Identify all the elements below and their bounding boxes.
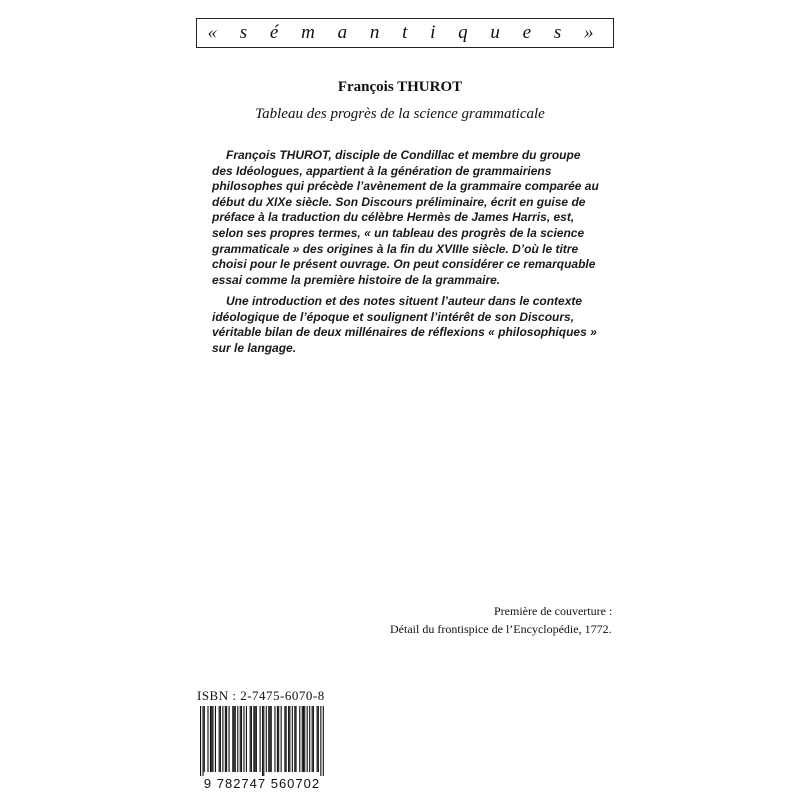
barcode-bar bbox=[266, 706, 267, 772]
description-line: choisi pour le présent ouvrage. On peut considérer ce remarquable bbox=[212, 257, 596, 272]
barcode-bar bbox=[278, 706, 279, 772]
barcode-bar bbox=[237, 706, 238, 772]
barcode-bar bbox=[292, 706, 293, 772]
barcode-bar bbox=[302, 706, 303, 772]
barcode-bar bbox=[256, 706, 257, 772]
barcode-bar bbox=[320, 706, 321, 780]
barcode-bar bbox=[246, 706, 247, 772]
barcode-bar bbox=[204, 706, 205, 772]
barcode-bar bbox=[202, 706, 203, 780]
barcode-bar bbox=[295, 706, 296, 772]
description-line: sur le langage. bbox=[212, 340, 297, 355]
barcode-bar bbox=[232, 706, 233, 772]
cover-credit-heading: Première de couverture : bbox=[494, 604, 613, 618]
barcode bbox=[198, 706, 326, 796]
barcode-bar bbox=[200, 706, 201, 780]
barcode-bar bbox=[262, 706, 263, 780]
barcode-bar bbox=[274, 706, 275, 772]
barcode-bar bbox=[220, 706, 221, 772]
barcode-bar bbox=[309, 706, 310, 772]
barcode-bar bbox=[225, 706, 226, 772]
isbn-label: ISBN : 2-7475-6070-8 bbox=[197, 688, 325, 703]
description-paragraph-2 bbox=[212, 294, 617, 356]
barcode-bar bbox=[226, 706, 227, 772]
barcode-bar bbox=[253, 706, 254, 772]
series-label: « s é m a n t i q u e s » bbox=[207, 22, 603, 43]
description-line: grammaticale » des origines à la fin du XVIIIe siècle. D’où le titre bbox=[212, 241, 579, 256]
barcode-bar bbox=[323, 706, 324, 780]
description-paragraph-1 bbox=[212, 148, 617, 288]
description-line: début du XIXe siècle. Son Discours préliminaire, écrit en guise de bbox=[212, 194, 586, 209]
barcode-bar bbox=[243, 706, 244, 772]
series-banner bbox=[196, 18, 614, 48]
barcode-bar bbox=[235, 706, 236, 772]
barcode-bar bbox=[317, 706, 318, 772]
barcode-bar bbox=[219, 706, 220, 772]
barcode-bar bbox=[263, 706, 264, 780]
barcode-bar bbox=[312, 706, 313, 772]
barcode-bars bbox=[198, 706, 326, 780]
barcode-bar bbox=[215, 706, 216, 772]
barcode-bar bbox=[307, 706, 308, 772]
barcode-bar bbox=[271, 706, 272, 772]
barcode-bar bbox=[289, 706, 290, 772]
barcode-bar bbox=[241, 706, 242, 772]
barcode-bar bbox=[268, 706, 269, 772]
barcode-bar bbox=[211, 706, 212, 772]
book-title: Tableau des progrès de la science grammaticale bbox=[255, 106, 545, 122]
barcode-bar bbox=[250, 706, 251, 772]
barcode-bar bbox=[255, 706, 256, 772]
description-line: Une introduction et des notes situent l’auteur dans le contexte bbox=[226, 294, 583, 308]
barcode-bar bbox=[318, 706, 319, 772]
barcode-bar bbox=[303, 706, 304, 772]
barcode-bar bbox=[304, 706, 305, 772]
cover-credit bbox=[390, 602, 620, 638]
description-line: essai comme la première histoire de la grammaire. bbox=[212, 272, 501, 287]
author-name: François THUROT bbox=[337, 79, 463, 95]
barcode-digits: 9 782747 560702 bbox=[198, 776, 326, 791]
description-line: philosophes qui précède l’avènement de la grammaire comparée au bbox=[212, 179, 599, 194]
description-line: idéologique de l’époque et soulignent l’intérêt de son Discours, bbox=[212, 309, 575, 324]
description-line: véritable bilan de deux millénaires de réflexions « philosophiques » bbox=[212, 325, 597, 340]
barcode-bar bbox=[288, 706, 289, 772]
barcode-bar bbox=[269, 706, 270, 772]
cover-credit-text: Détail du frontispice de l’Encyclopédie, 1772. bbox=[390, 622, 612, 636]
barcode-bar bbox=[212, 706, 213, 772]
barcode-bar bbox=[229, 706, 230, 772]
barcode-bar bbox=[294, 706, 295, 772]
barcode-bar bbox=[210, 706, 211, 772]
barcode-bar bbox=[284, 706, 285, 772]
barcode-bar bbox=[313, 706, 314, 772]
barcode-bar bbox=[260, 706, 261, 772]
description-line: préface à la traduction du célèbre Hermès de James Harris, est, bbox=[212, 210, 575, 225]
barcode-bar bbox=[207, 706, 208, 772]
barcode-bar bbox=[240, 706, 241, 772]
description-line: des Idéologues, appartient à la génération de grammairiens bbox=[212, 163, 552, 178]
barcode-bar bbox=[222, 706, 223, 772]
description-line: François THUROT, disciple de Condillac et membre du groupe bbox=[226, 148, 581, 162]
barcode-bar bbox=[251, 706, 252, 772]
barcode-bar bbox=[281, 706, 282, 772]
barcode-bar bbox=[299, 706, 300, 772]
barcode-bar bbox=[233, 706, 234, 772]
barcode-bar bbox=[277, 706, 278, 772]
description-line: selon ses propres termes, « un tableau des progrès de la science bbox=[212, 225, 585, 240]
barcode-bar bbox=[286, 706, 287, 772]
